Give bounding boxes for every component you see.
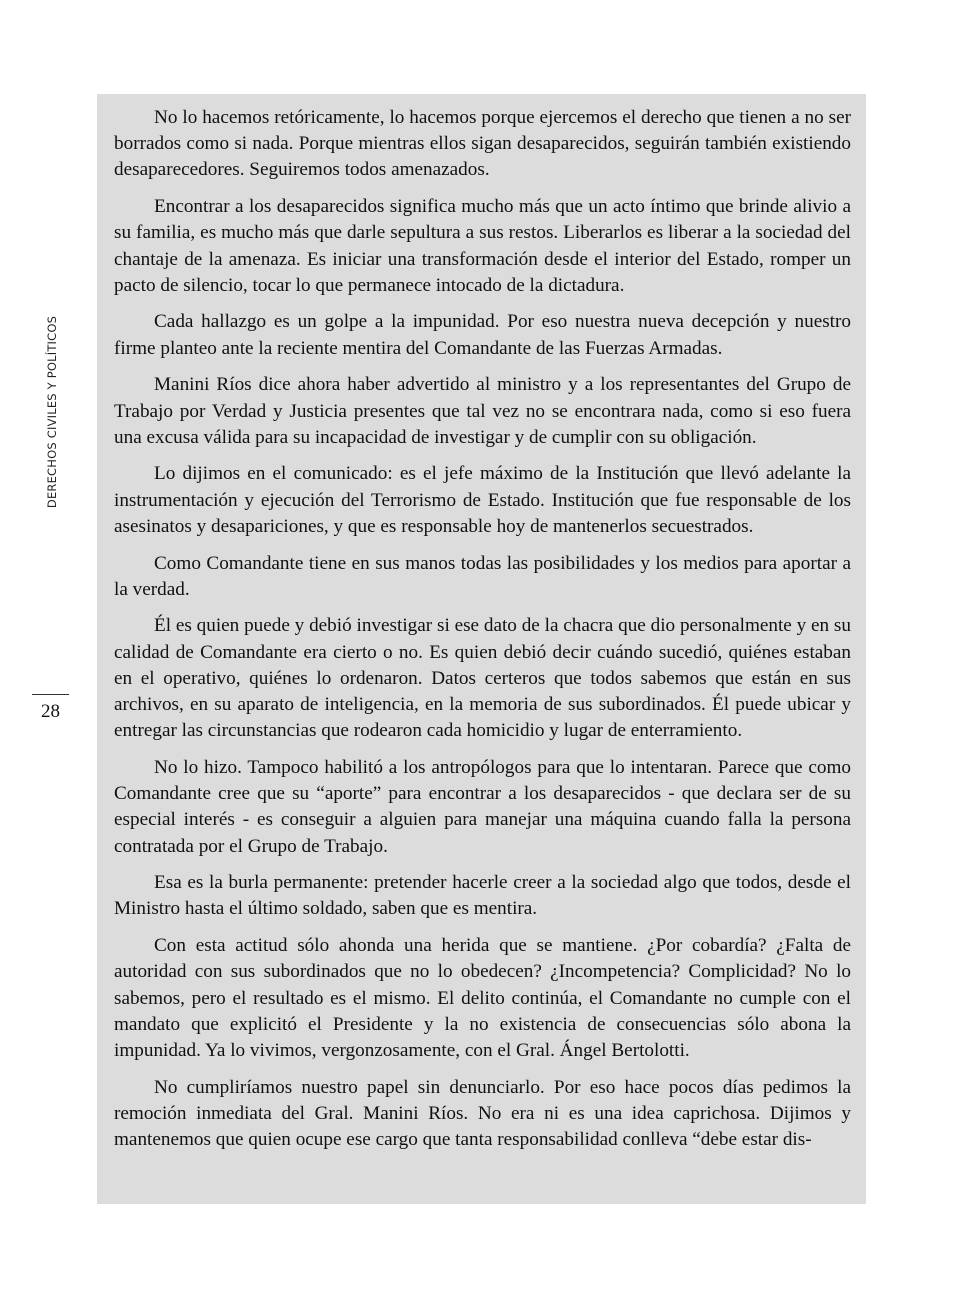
- body-paragraph-5: Lo dijimos en el comunicado: es el jefe máximo de la Institución que llevó adelante la instrumentación y ejecución del Terrorismo de Estado. Institución que fue responsable de los asesinatos y desapariciones, y que es responsable hoy de mantenerlos secuestrados.: [114, 463, 851, 537]
- body-text-box: [97, 94, 866, 1204]
- section-running-header: DERECHOS CIVILES Y POLÍTICOS: [45, 315, 59, 509]
- body-paragraph-2: Encontrar a los desaparecidos significa mucho más que un acto íntimo que brinde alivio a su familia, es mucho más que darle sepultura a sus restos. Liberarlos es liberar a la sociedad del chantaje de la amenaza. Es iniciar una transformación desde el interior del Estado, romper un pacto de silencio, tocar lo que permanece intocado de la dictadura.: [114, 196, 851, 296]
- body-paragraph-8: No lo hizo. Tampoco habilitó a los antropólogos para que lo intentaran. Parece que como Comandante cree que su “aporte” para encontrar a los desaparecidos - que declara ser de su especial interés - es conseguir a alguien para manejar una máquina cuando falla la persona contratada por el Grupo de Trabajo.: [114, 756, 851, 857]
- body-paragraph-7: Él es quien puede y debió investigar si ese dato de la chacra que dio personalmente y en su calidad de Comandante era cierto o no. Es quien debió decir cuándo sucedió, quiénes estaban en el operativo, quiénes lo ordenaron. Datos certeros que todos sabemos que están en sus archivos, en su aparato de inteligencia, en la memoria de sus subordinados. Él puede ubicar y entregar las circunstancias que rodearon cada homicidio y lugar de enterramiento.: [114, 615, 851, 742]
- page-number-rule: [32, 694, 69, 695]
- body-paragraph-3: Cada hallazgo es un golpe a la impunidad. Por eso nuestra nueva decepción y nuestro firme planteo ante la reciente mentira del Comandante de las Fuerzas Armadas.: [114, 311, 851, 359]
- body-paragraph-4: Manini Ríos dice ahora haber advertido al ministro y a los representantes del Grupo de Trabajo por Verdad y Justicia presentes que tal vez no se encontrara nada, como si eso fuera una excusa válida para su incapacidad de investigar y de cumplir con su obligación.: [114, 374, 851, 448]
- body-paragraph-9: Esa es la burla permanente: pretender hacerle creer a la sociedad algo que todos, desde el Ministro hasta el último soldado, saben que es mentira.: [114, 872, 851, 920]
- body-paragraph-1: No lo hacemos retóricamente, lo hacemos porque ejercemos el derecho que tienen a no ser borrados como si nada. Porque mientras ellos sigan desaparecidos, seguirán también existiendo desaparecedores. Seguiremos todos amenazados.: [114, 107, 851, 181]
- body-paragraph-6: Como Comandante tiene en sus manos todas las posibilidades y los medios para aportar a la verdad.: [114, 552, 851, 600]
- page-number: 28: [41, 701, 60, 722]
- body-paragraph-10: Con esta actitud sólo ahonda una herida que se mantiene. ¿Por cobardía? ¿Falta de autoridad con sus subordinados que no lo obedecen? ¿Incompetencia? Complicidad? No lo sabemos, pero el resultado es el mismo. El delito continúa, el Comandante no cumple con el mandato que explicitó el Presidente y la no existencia de consecuencias sólo abona la impunidad. Ya lo vivimos, vergonzosamente, con el Gral. Ángel Bertolotti.: [114, 935, 851, 1061]
- body-paragraph-11: No cumpliríamos nuestro papel sin denunciarlo. Por eso hace pocos días pedimos la remoción inmediata del Gral. Manini Ríos. No era ni es una idea caprichosa. Dijimos y mantenemos que quien ocupe ese cargo que tanta responsabilidad conlleva “debe estar dis-: [114, 1076, 851, 1151]
